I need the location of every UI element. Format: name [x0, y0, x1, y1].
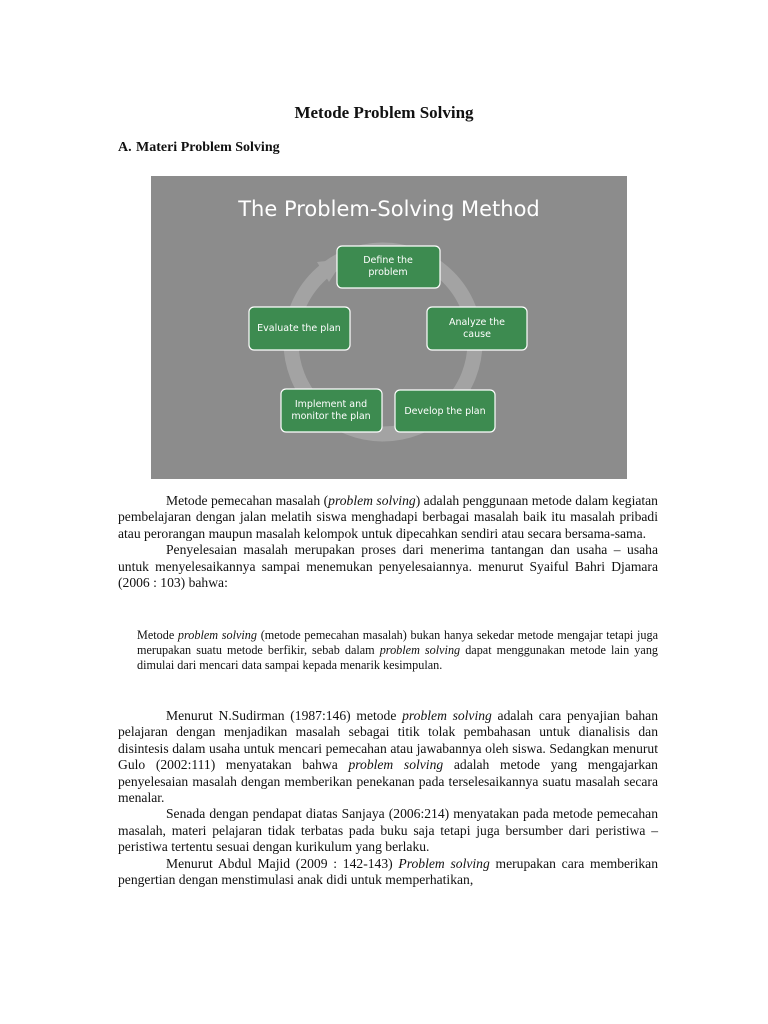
step-evaluate-line1: Evaluate the plan — [257, 323, 341, 334]
step-analyze-cause — [427, 307, 527, 350]
section-heading — [118, 140, 280, 156]
step-implement-monitor — [281, 389, 382, 432]
step-evaluate-plan — [249, 307, 350, 350]
paragraph-4: Senada dengan pendapat diatas Sanjaya (2006:214) menyatakan pada metode pemecahan masalah, materi pelajaran tidak terbatas pada buku saja tetapi juga bersumber dari peristiwa – peristiwa tertentu sesuai dengan kurikulum yang berlaku. — [118, 806, 658, 855]
paragraph-1: Metode pemecahan masalah (problem solving) adalah penggunaan metode dalam kegiatan pembelajaran dengan jalan melatih siswa menghadapi berbagai masalah baik itu masalah pribadi atau perorangan maupun masalah kelompok untuk dipecahkan sendiri atau secara bersama-sama. — [118, 493, 658, 541]
step-implement-line2: monitor the plan — [291, 411, 371, 422]
step-define-problem — [337, 246, 440, 288]
body-block-1 — [118, 493, 658, 591]
step-develop-line1: Develop the plan — [404, 406, 486, 417]
step-define-line2: problem — [368, 267, 408, 278]
step-implement-line1: Implement and — [294, 399, 368, 410]
diagram-title: The Problem-Solving Method — [238, 197, 540, 221]
section-heading-text: Materi Problem Solving — [136, 140, 280, 155]
paragraph-5: Menurut Abdul Majid (2009 : 142-143) Problem solving merupakan cara memberikan pengertian dengan menstimulasi anak didi untuk memperhatikan, — [118, 855, 658, 888]
step-analyze-line2: cause — [463, 329, 491, 340]
block-quote — [137, 628, 658, 674]
page-title: Metode Problem Solving — [294, 103, 474, 122]
problem-solving-diagram — [151, 176, 627, 479]
section-letter: A. — [118, 140, 132, 155]
paragraph-3: Menurut N.Sudirman (1987:146) metode problem solving adalah cara penyajian bahan pelajaran dengan menjadikan masalah sebagai titik tolak pembahasan untuk dianalisis dan disintesis dalam usaha untuk mencari pemecahan atau jawabannya oleh siswa. Sedangkan menurut Gulo (2002:111) menyatakan bahwa problem solving adalah metode yang mengajarkan penyelesaian masalah dengan memberikan penekanan pada terselesaikannya suatu masalah secara menalar. — [118, 708, 658, 806]
step-develop-plan — [395, 390, 495, 432]
quote-text: Metode problem solving (metode pemecahan masalah) bukan hanya sekedar metode mengajar tetapi juga merupakan suatu metode berfikir, sebab dalam problem solving dapat menggunakan metode lain yang dimulai dari mencari data sampai kepada menarik kesimpulan. — [137, 628, 659, 673]
step-analyze-line1: Analyze the — [448, 317, 506, 328]
step-define-line1: Define the — [363, 255, 413, 266]
cycle-diagram-svg — [151, 176, 627, 479]
body-block-2 — [118, 708, 658, 888]
paragraph-2: Penyelesaian masalah merupakan proses dari menerima tantangan dan usaha – usaha untuk menyelesaikannya sampai menemukan penyelesaiannya. menurut Syaiful Bahri Djamara (2006 : 103) bahwa: — [118, 542, 658, 591]
